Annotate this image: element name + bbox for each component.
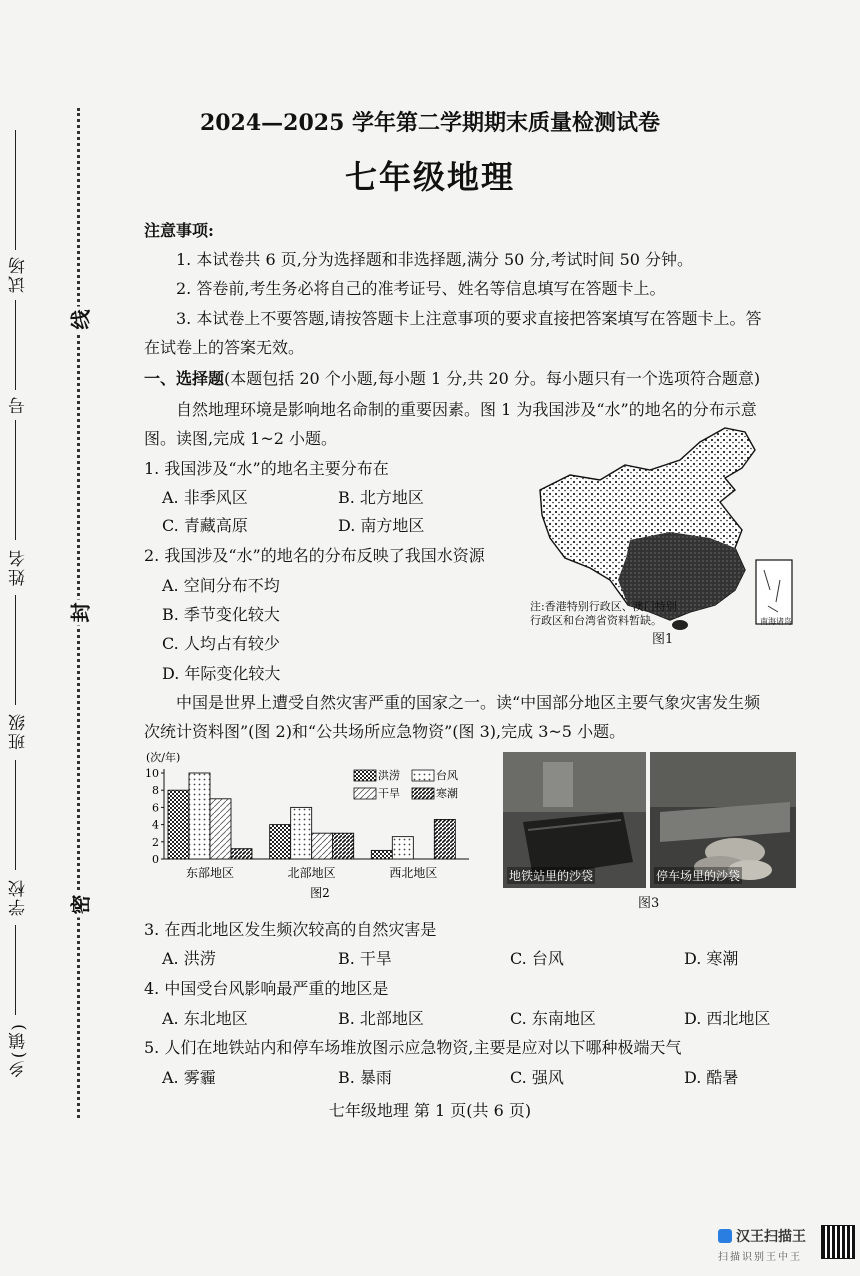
photo-2-caption: 停车场里的沙袋 xyxy=(656,869,741,883)
question-1-stem: 1. 我国涉及“水”的地名主要分布在 xyxy=(144,459,389,478)
app-logo-icon xyxy=(718,1229,732,1243)
field-line xyxy=(15,760,16,870)
field-number: 号 xyxy=(9,395,29,414)
map-note-line2: 行政区和台湾省资料暂缺。 xyxy=(530,614,662,627)
bar-东部地区-干旱 xyxy=(210,799,231,859)
bar-北部地区-干旱 xyxy=(312,833,333,859)
q3-option-d[interactable]: D. 寒潮 xyxy=(684,949,739,968)
q2-option-a[interactable]: A. 空间分布不均 xyxy=(162,576,280,595)
q5-option-b[interactable]: B. 暴雨 xyxy=(338,1068,392,1087)
legend-swatch-洪涝 xyxy=(354,770,376,781)
category-label: 西北地区 xyxy=(389,866,438,880)
question-5-stem: 5. 人们在地铁站内和停车场堆放图示应急物资,主要是应对以下哪种极端天气 xyxy=(144,1038,682,1057)
q4-option-c[interactable]: C. 东南地区 xyxy=(510,1009,596,1028)
y-axis-label: (次/年) xyxy=(146,751,181,764)
bar-北部地区-洪涝 xyxy=(270,825,291,859)
note-item: 在试卷上的答案无效。 xyxy=(144,338,305,357)
scanner-watermark xyxy=(718,1226,806,1263)
q1-option-b[interactable]: B. 北方地区 xyxy=(338,488,424,507)
watermark-name: 汉王扫描王 xyxy=(736,1229,806,1245)
y-tick-label: 0 xyxy=(152,853,159,866)
q4-option-d[interactable]: D. 西北地区 xyxy=(684,1009,771,1028)
legend-label: 干旱 xyxy=(378,787,400,800)
field-line xyxy=(15,300,16,390)
legend-swatch-寒潮 xyxy=(412,788,434,799)
legend-swatch-台风 xyxy=(412,770,434,781)
field-line xyxy=(15,595,16,705)
photo-1-caption: 地铁站里的沙袋 xyxy=(509,869,594,883)
y-tick-label: 2 xyxy=(152,835,159,849)
question-3-stem: 3. 在西北地区发生频次较高的自然灾害是 xyxy=(144,920,437,939)
bar-东部地区-寒潮 xyxy=(231,849,252,859)
figure-2-chart xyxy=(142,747,482,907)
notes-heading: 注意事项: xyxy=(144,221,214,240)
y-tick-label: 10 xyxy=(145,767,159,780)
bar-北部地区-台风 xyxy=(291,807,312,859)
figure-1-caption: 图1 xyxy=(652,632,674,647)
legend-swatch-干旱 xyxy=(354,788,376,799)
q3-option-a[interactable]: A. 洪涝 xyxy=(162,949,216,968)
note-item: 3. 本试卷上不要答题,请按答题卡上注意事项的要求直接把答案填写在答题卡上。答 xyxy=(176,309,762,328)
q3-option-b[interactable]: B. 干旱 xyxy=(338,949,392,968)
q2-option-b[interactable]: B. 季节变化较大 xyxy=(162,605,280,624)
figure-3-caption: 图3 xyxy=(638,896,660,911)
page-footer: 七年级地理 第 1 页(共 6 页) xyxy=(328,1101,532,1120)
question-4-stem: 4. 中国受台风影响最严重的地区是 xyxy=(144,979,389,998)
y-tick-label: 6 xyxy=(152,801,159,815)
field-name: 姓名 xyxy=(9,548,29,586)
field-exam-room: 试场 xyxy=(9,255,29,293)
legend-label: 台风 xyxy=(436,769,458,782)
q5-option-a[interactable]: A. 雾霾 xyxy=(162,1068,216,1087)
q5-option-d[interactable]: D. 酷暑 xyxy=(684,1068,739,1087)
bar-西北地区-寒潮 xyxy=(434,819,455,859)
q2-option-d[interactable]: D. 年际变化较大 xyxy=(162,664,281,683)
q2-option-c[interactable]: C. 人均占有较少 xyxy=(162,634,280,653)
south-china-sea-inset xyxy=(756,560,792,624)
bar-北部地区-寒潮 xyxy=(333,833,354,859)
figure-2-caption: 图2 xyxy=(310,886,330,900)
intro-paragraph: 自然地理环境是影响地名命制的重要因素。图 1 为我国涉及“水”的地名的分布示意 xyxy=(176,400,757,419)
map-note-line1: 注:香港特别行政区、澳门特别 xyxy=(530,600,677,613)
q1-option-c[interactable]: C. 青藏高原 xyxy=(162,516,248,535)
photo-subway-sandbags xyxy=(503,752,646,888)
intro-paragraph: 次统计资料图”(图 2)和“公共场所应急物资”(图 3),完成 3~5 小题。 xyxy=(144,722,626,741)
field-line xyxy=(15,420,16,540)
q1-option-a[interactable]: A. 非季风区 xyxy=(162,488,248,507)
y-tick-label: 8 xyxy=(152,784,159,798)
intro-paragraph: 图。读图,完成 1~2 小题。 xyxy=(144,429,338,448)
section-desc: (本题包括 20 个小题,每小题 1 分,共 20 分。每小题只有一个选项符合题意) xyxy=(224,369,761,388)
bar-东部地区-洪涝 xyxy=(168,790,189,859)
section-heading xyxy=(144,366,760,389)
field-school: 学校 xyxy=(9,878,29,916)
watermark-slogan: 扫描识别王中王 xyxy=(718,1252,802,1263)
seal-word-secret: 密 xyxy=(65,892,94,918)
seal-word-seal: 封 xyxy=(65,600,94,626)
bar-西北地区-台风 xyxy=(392,837,413,859)
note-item: 2. 答卷前,考生务必将自己的准考证号、姓名等信息填写在答题卡上。 xyxy=(176,279,666,298)
intro-paragraph: 中国是世界上遭受自然灾害严重的国家之一。读“中国部分地区主要气象灾害发生频 xyxy=(176,693,761,712)
section-title: 一、选择题 xyxy=(144,369,225,388)
field-class: 班级 xyxy=(9,712,29,750)
seal-word-line: 线 xyxy=(65,307,94,333)
photo-parking-sandbags xyxy=(650,752,796,888)
bar-西北地区-洪涝 xyxy=(371,850,392,859)
q5-option-c[interactable]: C. 强风 xyxy=(510,1068,564,1087)
inset-label: 南海诸岛 xyxy=(760,617,792,626)
field-line xyxy=(15,925,16,1015)
category-label: 北部地区 xyxy=(287,866,336,880)
q4-option-a[interactable]: A. 东北地区 xyxy=(162,1009,248,1028)
legend-label: 洪涝 xyxy=(378,769,400,782)
y-tick-label: 4 xyxy=(152,818,159,832)
q3-option-c[interactable]: C. 台风 xyxy=(510,949,564,968)
category-label: 东部地区 xyxy=(185,866,235,880)
qr-code-icon xyxy=(822,1226,854,1258)
subject-title: 七年级地理 xyxy=(344,158,515,196)
bar-东部地区-台风 xyxy=(189,773,210,859)
figure-1-map xyxy=(530,420,820,652)
exam-title: 2024—2025 学年第二学期期末质量检测试卷 xyxy=(199,110,661,136)
q4-option-b[interactable]: B. 北部地区 xyxy=(338,1009,424,1028)
note-item: 1. 本试卷共 6 页,分为选择题和非选择题,满分 50 分,考试时间 50 分钟。 xyxy=(176,250,694,269)
q1-option-d[interactable]: D. 南方地区 xyxy=(338,516,425,535)
field-town: 乡(镇) xyxy=(9,1022,29,1078)
legend-label: 寒潮 xyxy=(436,787,458,800)
disaster-bar-chart xyxy=(142,747,482,907)
question-2-stem: 2. 我国涉及“水”的地名的分布反映了我国水资源 xyxy=(144,546,485,565)
